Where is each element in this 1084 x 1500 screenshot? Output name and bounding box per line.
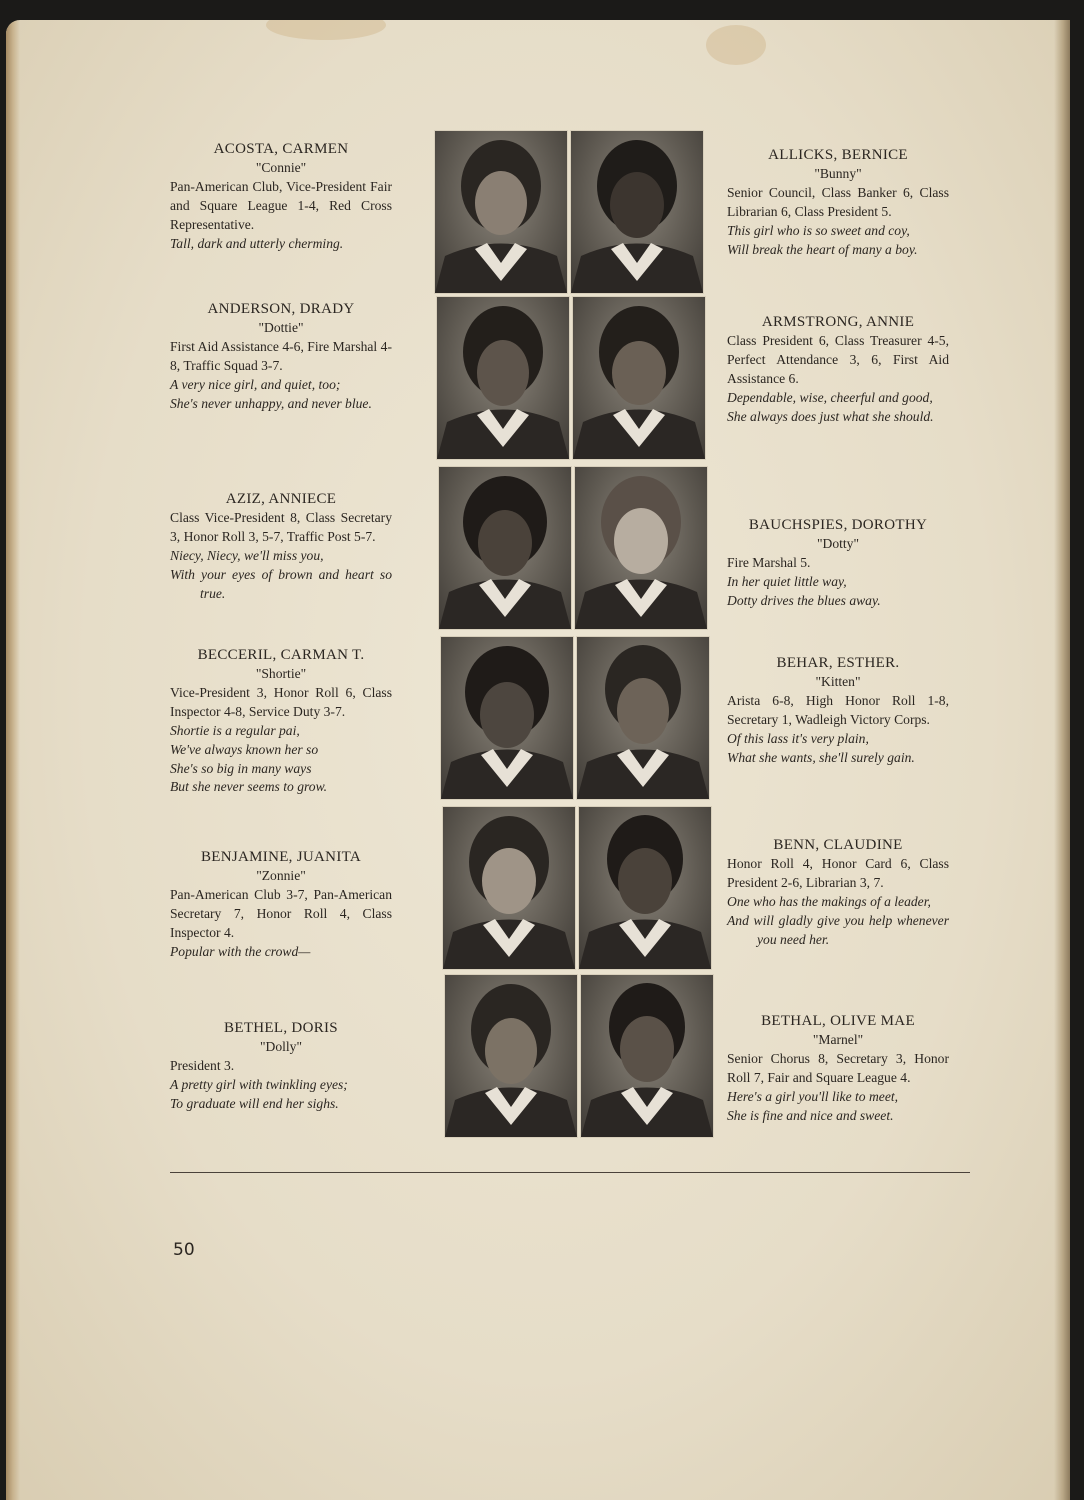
- student-verse: [170, 722, 392, 798]
- student-verse: [170, 235, 392, 254]
- student-nickname: "Zonnie": [256, 868, 306, 883]
- student-verse: [170, 376, 392, 414]
- verse-line: Tall, dark and utterly cherming.: [170, 235, 344, 251]
- student-nickname: "Shortie": [255, 666, 307, 681]
- student-entry: [727, 515, 949, 611]
- portrait-photo: [574, 466, 708, 630]
- verse-line: Here's a girl you'll like to meet,: [727, 1088, 899, 1104]
- student-entry: [170, 645, 392, 797]
- student-activities: Pan-American Club 3-7, Pan-American Secretary 7, Honor Roll 4, Class Inspector 4.: [170, 886, 392, 940]
- student-entry: [170, 847, 392, 962]
- student-activities: First Aid Assistance 4-6, Fire Marshal 4-8, Traffic Squad 3-7.: [170, 338, 392, 373]
- paper-stain: [266, 20, 386, 40]
- paper-stain: [706, 25, 766, 65]
- verse-line: This girl who is so sweet and coy,: [727, 222, 910, 238]
- student-name: ARMSTRONG, ANNIE: [761, 314, 915, 330]
- verse-line: What she wants, she'll surely gain.: [727, 749, 915, 765]
- verse-line: Shortie is a regular pai,: [170, 722, 300, 738]
- portrait-grid: [434, 128, 712, 1148]
- student-verse: [170, 547, 392, 604]
- verse-line: She is fine and nice and sweet.: [727, 1107, 894, 1123]
- verse-line: In her quiet little way,: [727, 573, 847, 589]
- portrait-photo: [570, 130, 704, 294]
- portrait-photo: [572, 296, 706, 460]
- student-entry: [170, 1018, 392, 1114]
- student-activities: Pan-American Club, Vice-President Fair and Square League 1-4, Red Cross Representative.: [170, 178, 392, 232]
- verse-line: She's never unhappy, and never blue.: [170, 395, 372, 411]
- student-verse: [170, 1076, 392, 1114]
- student-activities: Honor Roll 4, Honor Card 6, Class President 2-6, Librarian 3, 7.: [727, 856, 949, 890]
- verse-line: And will gladly give you help whenever you need her.: [727, 912, 949, 947]
- student-name: BAUCHSPIES, DOROTHY: [748, 517, 928, 533]
- verse-line: Dotty drives the blues away.: [727, 592, 881, 608]
- student-name: BEHAR, ESTHER.: [776, 655, 900, 671]
- verse-line: Popular with the crowd—: [170, 943, 311, 959]
- portrait-photo: [580, 974, 714, 1138]
- portrait-photo: [442, 806, 576, 970]
- student-entry: [727, 653, 949, 768]
- student-verse: [727, 730, 949, 768]
- page-outer-edge: [1054, 20, 1070, 1500]
- verse-line: She's so big in many ways: [170, 760, 312, 776]
- verse-line: But she never seems to grow.: [170, 779, 328, 795]
- student-name: BENN, CLAUDINE: [773, 837, 903, 853]
- verse-line: Will break the heart of many a boy.: [727, 241, 918, 257]
- student-verse: [727, 893, 949, 950]
- portrait-photo: [576, 636, 710, 800]
- portrait-photo: [436, 296, 570, 460]
- student-name: ACOSTA, CARMEN: [213, 141, 349, 157]
- student-name: ALLICKS, BERNICE: [768, 147, 908, 163]
- verse-line: Dependable, wise, cheerful and good,: [727, 389, 933, 405]
- student-nickname: "Kitten": [815, 674, 861, 689]
- student-verse: [727, 389, 949, 427]
- verse-line: A very nice girl, and quiet, too;: [170, 376, 341, 392]
- portrait-photo: [434, 130, 568, 294]
- page-binding-edge: [6, 20, 20, 1500]
- student-entry: [170, 139, 392, 254]
- verse-line: One who has the makings of a leader,: [727, 893, 931, 909]
- student-name: BECCERIL, CARMAN T.: [197, 647, 365, 663]
- student-nickname: "Dotty": [816, 536, 860, 551]
- verse-line: She always does just what she should.: [727, 408, 934, 424]
- portrait-photo: [444, 974, 578, 1138]
- student-entry: [727, 145, 949, 260]
- student-activities: Class Vice-President 8, Class Secretary 3, Honor Roll 3, 5-7, Traffic Post 5-7.: [170, 510, 392, 544]
- student-entry: [170, 489, 392, 604]
- student-entry: [170, 299, 392, 414]
- portrait-photo: [440, 636, 574, 800]
- student-name: BETHEL, DORIS: [224, 1020, 338, 1036]
- student-name: AZIZ, ANNIECE: [225, 491, 337, 507]
- student-name: BENJAMINE, JUANITA: [200, 849, 362, 865]
- student-nickname: "Dolly": [259, 1039, 303, 1054]
- student-nickname: "Dottie": [258, 320, 304, 335]
- student-nickname: "Marnel": [812, 1032, 864, 1047]
- student-activities: Senior Chorus 8, Secretary 3, Honor Roll 7, Fair and Square League 4.: [727, 1050, 949, 1085]
- student-activities: Arista 6-8, High Honor Roll 1-8, Secretary 1, Wadleigh Victory Corps.: [727, 692, 949, 727]
- student-activities: Fire Marshal 5.: [727, 554, 811, 570]
- footer-rule: [170, 1172, 970, 1173]
- student-nickname: "Connie": [255, 160, 307, 175]
- student-activities: President 3.: [170, 1057, 235, 1073]
- verse-line: Niecy, Niecy, we'll miss you,: [170, 547, 324, 563]
- student-name: ANDERSON, DRADY: [207, 301, 355, 317]
- student-entry: [727, 312, 949, 427]
- verse-line: To graduate will end her sighs.: [170, 1095, 339, 1111]
- verse-line: A pretty girl with twinkling eyes;: [170, 1076, 348, 1092]
- student-name: BETHAL, OLIVE MAE: [761, 1013, 915, 1029]
- page-number: 50: [173, 1240, 195, 1260]
- verse-line: With your eyes of brown and heart so true.: [170, 566, 392, 601]
- verse-line: Of this lass it's very plain,: [727, 730, 869, 746]
- student-entry: [727, 835, 949, 950]
- student-verse: [727, 222, 949, 260]
- student-nickname: "Bunny": [814, 166, 862, 181]
- student-entry: [727, 1011, 949, 1126]
- student-verse: [170, 943, 392, 962]
- verse-line: We've always known her so: [170, 741, 319, 757]
- student-activities: Vice-President 3, Honor Roll 6, Class Inspector 4-8, Service Duty 3-7.: [170, 684, 392, 719]
- student-verse: [727, 573, 949, 611]
- portrait-photo: [578, 806, 712, 970]
- student-verse: [727, 1088, 949, 1126]
- student-activities: Class President 6, Class Treasurer 4-5, Perfect Attendance 3, 6, First Aid Assistance 6.: [727, 333, 949, 386]
- student-activities: Senior Council, Class Banker 6, Class Librarian 6, Class President 5.: [727, 184, 949, 219]
- portrait-photo: [438, 466, 572, 630]
